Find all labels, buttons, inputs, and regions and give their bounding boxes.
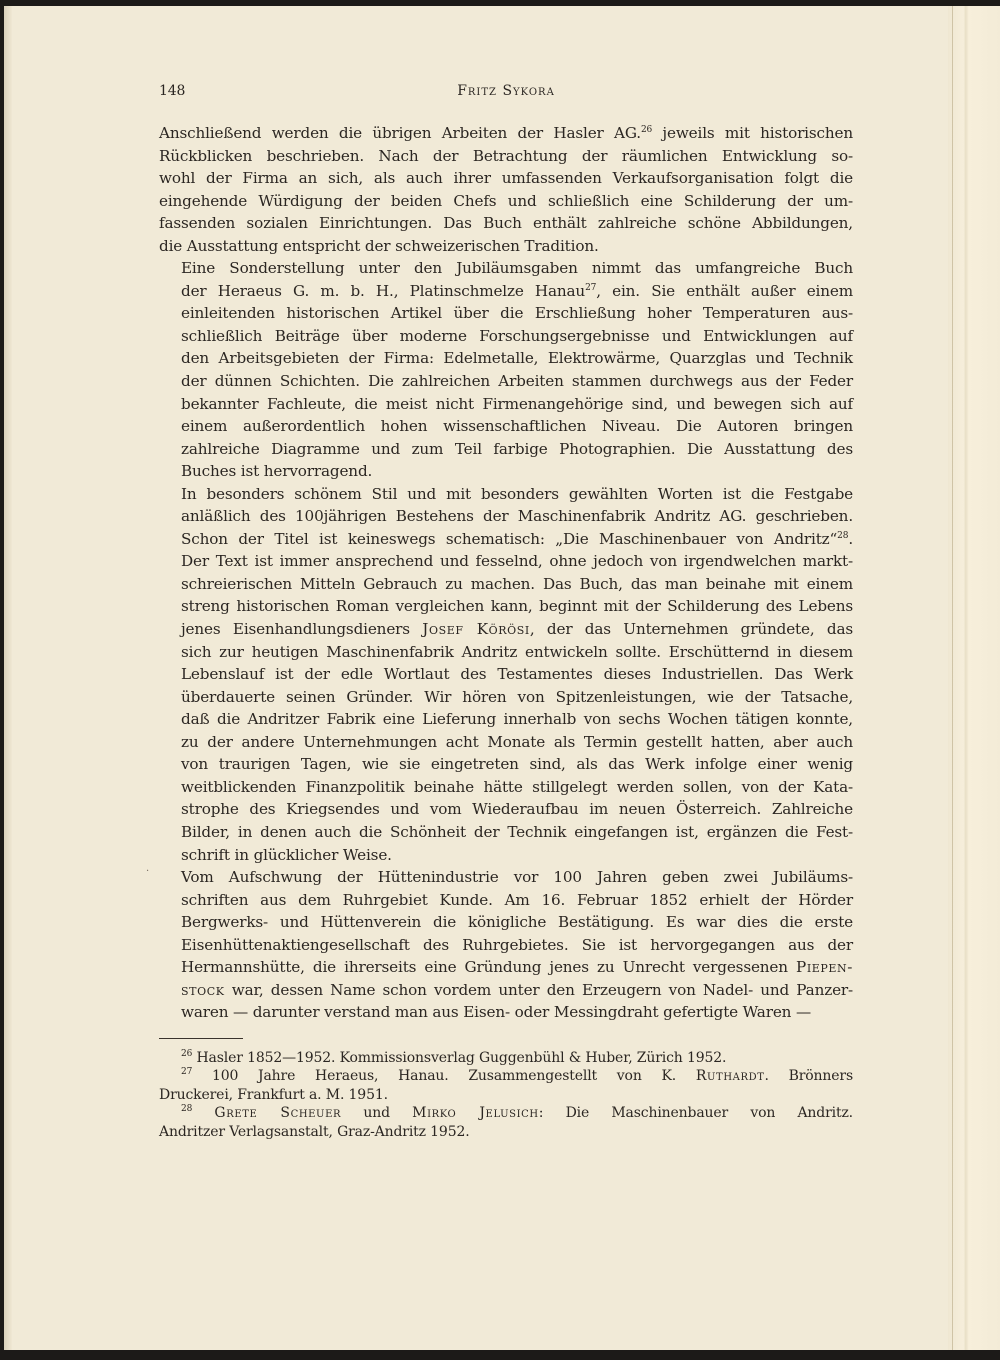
text-run: Der Text ist immer ansprechend und fesselnd, ohne jedoch von irgendwelchen markt-	[181, 552, 853, 571]
text-run: der Heraeus G. m. b. H., Platinschmelze Hanau	[181, 281, 586, 300]
text-line	[159, 325, 853, 348]
small-caps-name: Ruthardt	[695, 1068, 765, 1085]
footnote	[159, 1067, 853, 1104]
text-run: schreierischen Mitteln Gebrauch zu machen. Das Buch, das man beinahe mit einem	[181, 574, 853, 593]
text-line	[159, 505, 853, 528]
text-line	[159, 528, 853, 551]
text-line	[159, 708, 853, 731]
text-line	[159, 235, 853, 258]
text-run: weitblickenden Finanzpolitik beinahe hätte stillgelegt werden sollen, von der Kata-	[181, 777, 853, 796]
text-run: sich zur heutigen Maschinenfabrik Andritz entwickeln sollte. Erschütternd in diesem	[181, 642, 853, 661]
paragraph	[159, 122, 853, 257]
small-caps-name: Piepen-	[796, 958, 853, 977]
text-run: 100 Jahre Heraeus, Hanau. Zusammengestellt von K.	[211, 1068, 696, 1085]
text-line	[159, 167, 853, 190]
text-line	[159, 618, 853, 641]
text-run: In besonders schönem Stil und mit besonders gewählten Worten ist die Festgabe	[181, 484, 853, 503]
book-gutter	[948, 6, 1000, 1350]
text-run: Andritzer Verlagsanstalt, Graz-Andritz 1952.	[159, 1123, 470, 1140]
text-run: von traurigen Tagen, wie sie eingetreten sind, als das Werk infolge einer wenig	[181, 755, 853, 774]
small-caps-name: Josef Körösi	[422, 620, 530, 639]
page-number: 148	[159, 83, 186, 99]
paragraph	[159, 257, 853, 482]
text-run: Anschließend werden die übrigen Arbeiten der Hasler AG.	[159, 124, 641, 142]
text-line	[159, 483, 853, 506]
text-run: schließlich Beiträge über moderne Forschungsergebnisse und Entwicklungen auf	[181, 326, 853, 345]
text-run: schrift in glücklicher Weise.	[181, 845, 392, 864]
text-run: einleitenden historischen Artikel über die Erschließung hoher Temperaturen aus-	[181, 304, 853, 323]
footnote-reference[interactable]: 26	[640, 125, 653, 135]
text-run: der dünnen Schichten. Die zahlreichen Arbeiten stammen durchwegs aus der Feder	[181, 372, 853, 391]
text-line	[159, 821, 853, 844]
text-line	[159, 122, 853, 145]
footnote-line	[159, 1104, 853, 1122]
footnote-line	[159, 1086, 853, 1104]
text-line	[159, 370, 853, 393]
text-run: Eine Sonderstellung unter den Jubiläumsgaben nimmt das umfangreiche Buch	[181, 259, 853, 278]
footnote-line	[159, 1049, 853, 1067]
footnote	[159, 1104, 853, 1141]
text-run: wohl der Firma an sich, als auch ihrer umfassenden Verkaufsorganisation folgt die	[159, 169, 853, 188]
text-run: Hermannshütte, die ihrerseits eine Gründung jenes zu Unrecht vergessenen	[181, 958, 797, 977]
text-line	[159, 663, 853, 686]
small-caps-name: Mirko Jelusich	[412, 1105, 539, 1122]
text-line	[159, 889, 853, 912]
small-caps-name: stock	[181, 980, 225, 999]
text-line	[159, 911, 853, 934]
text-run: streng historischen Roman vergleichen kann, beginnt mit der Schilderung des Lebens	[181, 597, 853, 616]
text-line	[159, 934, 853, 957]
text-line	[159, 979, 853, 1002]
text-line	[159, 393, 853, 416]
text-line	[159, 438, 853, 461]
text-line	[159, 460, 853, 483]
text-run: eingehende Würdigung der beiden Chefs und schließlich eine Schilderung der um-	[159, 191, 853, 210]
text-run: schriften aus dem Ruhrgebiet Kunde. Am 16. Februar 1852 erhielt der Hörder	[181, 890, 853, 909]
text-line	[159, 257, 853, 280]
text-run: waren — darunter verstand man aus Eisen- oder Messingdraht gefertigte Waren —	[181, 1003, 812, 1022]
text-line	[159, 753, 853, 776]
text-run: . Brönners	[764, 1068, 853, 1085]
footnote-number: 26	[181, 1048, 193, 1059]
footnote-rule	[159, 1038, 243, 1039]
text-line	[159, 302, 853, 325]
footnote-reference[interactable]: 28	[837, 530, 849, 541]
text-run: Bilder, in denen auch die Schönheit der Technik eingefangen ist, ergänzen die Fest-	[181, 822, 853, 841]
footnote-reference[interactable]: 27	[585, 282, 597, 293]
text-line	[159, 844, 853, 867]
text-run: Bergwerks- und Hüttenverein die königliche Bestätigung. Es war dies die erste	[181, 913, 853, 932]
text-run: überdauerte seinen Gründer. Wir hören von Spitzenleistungen, wie der Tatsache,	[181, 687, 853, 706]
footnotes	[159, 1049, 853, 1141]
text-line	[159, 280, 853, 303]
text-run: zahlreiche Diagramme und zum Teil farbige Photographien. Die Ausstattung des	[181, 439, 853, 458]
footnote-number: 28	[181, 1104, 193, 1115]
text-line	[159, 347, 853, 370]
text-run: : Die Maschinenbauer von Andritz.	[538, 1105, 853, 1122]
text-run: Druckerei, Frankfurt a. M. 1951.	[159, 1086, 388, 1103]
page-edge	[4, 6, 12, 1350]
text-run: war, dessen Name schon vordem unter den Erzeugern von Nadel- und Panzer-	[224, 980, 853, 999]
text-line	[159, 956, 853, 979]
text-run: Rückblicken beschrieben. Nach der Betrachtung der räumlichen Entwicklung so-	[159, 146, 853, 165]
text-run: jeweils mit historischen	[652, 124, 853, 142]
text-run: Hasler 1852—1952. Kommissionsverlag Guggenbühl & Huber, Zürich 1952.	[196, 1049, 727, 1066]
footnote-line	[159, 1067, 853, 1085]
gutter-fold-line	[952, 6, 953, 1350]
margin-mark: ·	[146, 866, 150, 877]
text-line	[159, 550, 853, 573]
text-run: Buches ist hervorragend.	[181, 462, 373, 481]
text-line	[159, 798, 853, 821]
text-run: fassenden sozialen Einrichtungen. Das Buch enthält zahlreiche schöne Abbildungen,	[159, 214, 853, 233]
text-run: den Arbeitsgebieten der Firma: Edelmetalle, Elektrowärme, Quarzglas und Technik	[181, 349, 853, 368]
text-line	[159, 145, 853, 168]
running-head	[159, 80, 853, 108]
text-run: jenes Eisenhandlungsdieners	[181, 620, 423, 639]
text-run: Eisenhüttenaktiengesellschaft des Ruhrgebietes. Sie ist hervorgegangen aus der	[181, 935, 853, 954]
running-title: Fritz Sykora	[457, 83, 555, 99]
text-run: die Ausstattung entspricht der schweizerischen Tradition.	[159, 236, 599, 255]
body-text	[159, 122, 853, 1024]
footnote-number: 27	[181, 1067, 193, 1078]
text-run: , der das Unternehmen gründete, das	[529, 620, 853, 639]
text-run: .	[848, 529, 853, 548]
text-line	[159, 776, 853, 799]
text-run: daß die Andritzer Fabrik eine Lieferung innerhalb von sechs Wochen tätigen konnte,	[181, 710, 853, 729]
text-line	[159, 595, 853, 618]
paragraph	[159, 483, 853, 866]
text-run: Vom Aufschwung der Hüttenindustrie vor 100 Jahren geben zwei Jubiläums-	[181, 868, 853, 887]
text-line	[159, 641, 853, 664]
text-run: Lebenslauf ist der edle Wortlaut des Testamentes dieses Industriellen. Das Werk	[181, 665, 853, 684]
text-line	[159, 731, 853, 754]
text-run: anläßlich des 100jährigen Bestehens der Maschinenfabrik Andritz AG. geschrieben.	[181, 507, 853, 526]
text-line	[159, 573, 853, 596]
paragraph	[159, 866, 853, 1024]
text-line	[159, 190, 853, 213]
text-line	[159, 686, 853, 709]
text-run: bekannter Fachleute, die meist nicht Firmenangehörige sind, und bewegen sich auf	[181, 394, 853, 413]
text-run: einem außerordentlich hohen wissenschaftlichen Niveau. Die Autoren bringen	[181, 417, 853, 436]
footnote	[159, 1049, 853, 1067]
footnote-line	[159, 1123, 853, 1141]
small-caps-name: Grete Scheuer	[214, 1105, 342, 1122]
text-run: zu der andere Unternehmungen acht Monate als Termin gestellt hatten, aber auch	[181, 732, 853, 751]
text-line	[159, 1001, 853, 1024]
page-content	[159, 80, 853, 1141]
text-run: und	[341, 1105, 413, 1122]
text-line	[159, 212, 853, 235]
text-line	[159, 866, 853, 889]
text-run: , ein. Sie enthält außer einem	[596, 281, 853, 300]
text-line	[159, 415, 853, 438]
text-run: strophe des Kriegsendes und vom Wiederaufbau im neuen Österreich. Zahlreiche	[181, 800, 853, 819]
text-run: Schon der Titel ist keineswegs schematisch: „Die Maschinenbauer von Andritz“	[181, 529, 838, 548]
